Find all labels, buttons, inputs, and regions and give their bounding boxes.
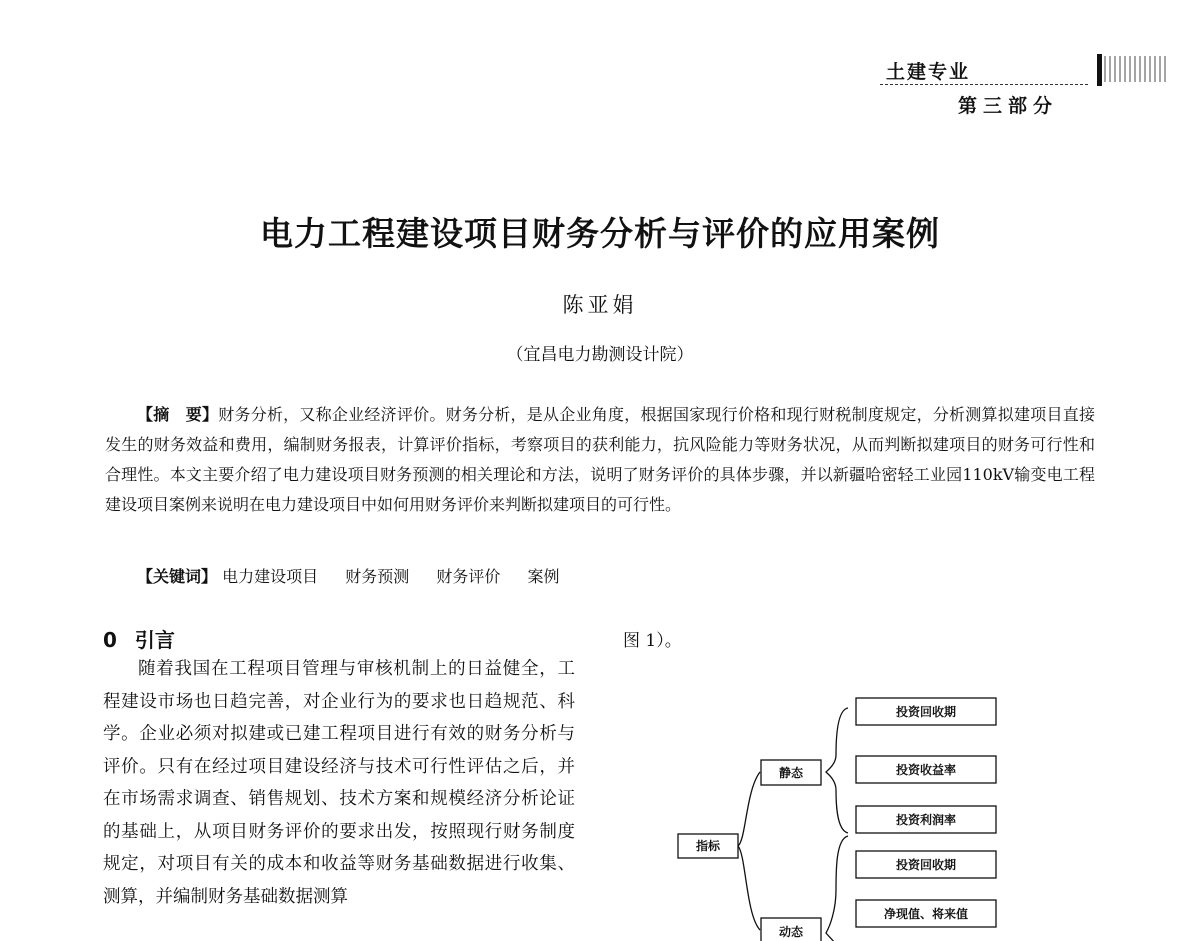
keyword-item: 财务预测 bbox=[345, 567, 410, 586]
author-name: 陈亚娟 bbox=[562, 293, 638, 317]
static-leaf-label: 投资收益率 bbox=[895, 763, 957, 777]
abstract-text: 财务分析，又称企业经济评价。财务分析，是从企业角度，根据国家现行价格和现行财税制度规定，分析测算拟建项目直接发生的财务效益和费用，编制财务报表，计算评价指标，考察项目的获利能力，抗风险能力等财务状况，从而判断拟建项目的财务可行性和合理性。本文主要介绍了电力建设项目财务预测的相关理论和方法，说明了财务评价的具体步骤，并以新疆哈密轻工业园110kV输变电工程建设项目案例来说明在电力建设项目中如何用财务评价来判断拟建项目的可行性。 bbox=[105, 405, 1095, 514]
root-brace-upper bbox=[738, 772, 760, 846]
keywords bbox=[137, 565, 581, 589]
dynamic-leaf-label: 净现值、将来值 bbox=[883, 907, 969, 921]
abstract-label: 【摘 要】 bbox=[137, 405, 219, 424]
keywords-label: 【关键词】 bbox=[137, 567, 218, 586]
header-dashed-rule bbox=[880, 84, 1088, 85]
static-leaf-label: 投资利润率 bbox=[895, 813, 957, 827]
root-brace-lower bbox=[738, 846, 760, 930]
keyword-item: 电力建设项目 bbox=[222, 567, 319, 586]
author-affiliation: （宜昌电力勘测设计院） bbox=[506, 345, 694, 365]
dynamic-leaf-label: 投资回收期 bbox=[895, 858, 957, 872]
dynamic-node-label: 动态 bbox=[778, 925, 804, 939]
section-heading bbox=[103, 624, 175, 653]
paper-title: 电力工程建设项目财务分析与评价的应用案例 bbox=[260, 214, 940, 253]
right-column-continuation: 图 1）。 bbox=[623, 631, 682, 651]
keyword-item: 财务评价 bbox=[436, 567, 501, 586]
part-label: 第三部分 bbox=[958, 95, 1059, 117]
abstract bbox=[105, 400, 1095, 520]
root-node-label: 指标 bbox=[695, 839, 721, 853]
dynamic-brace bbox=[826, 836, 848, 941]
section-number: 0 bbox=[103, 628, 117, 652]
section-title: 引言 bbox=[134, 628, 175, 652]
header-bar-decoration bbox=[1097, 54, 1102, 86]
header-pattern-decoration bbox=[1104, 56, 1166, 82]
static-brace bbox=[826, 708, 848, 833]
section-category: 土建专业 bbox=[886, 61, 971, 83]
static-leaf-label: 投资回收期 bbox=[895, 705, 957, 719]
indicator-tree-diagram bbox=[660, 690, 1060, 941]
intro-paragraph: 随着我国在工程项目管理与审核机制上的日益健全，工程建设市场也日趋完善，对企业行为的要求也日趋规范、科学。企业必须对拟建或已建工程项目进行有效的财务分析与评价。只有在经过项目建设经济与技术可行性评估之后，并在市场需求调查、销售规划、技术方案和规模经济分析论证的基础上，从项目财务评价的要求出发，按照现行财务制度规定，对项目有关的成本和收益等财务基础数据进行收集、测算，并编制财务基础数据测算 bbox=[103, 659, 575, 907]
keyword-item: 案例 bbox=[527, 567, 560, 586]
static-node-label: 静态 bbox=[778, 766, 804, 780]
